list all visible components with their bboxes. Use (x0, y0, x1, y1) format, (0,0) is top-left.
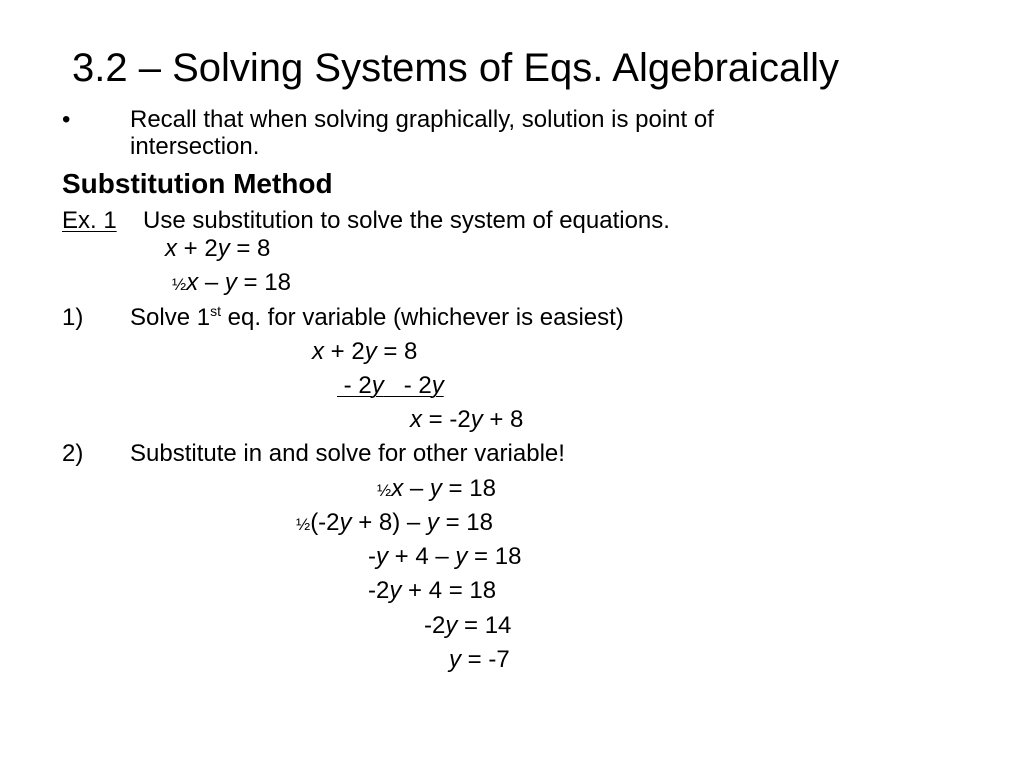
step-1-work-line-1: x + 2y = 8 (312, 338, 418, 365)
example-label: Ex. 1 (62, 207, 117, 234)
step-1-text: Solve 1st eq. for variable (whichever is easiest) (130, 303, 624, 331)
bullet-line-1: Recall that when solving graphically, solution is point of (130, 106, 714, 133)
step-2-work-line-6: y = -7 (449, 646, 510, 673)
step-2-text: Substitute in and solve for other variable! (130, 440, 565, 467)
example-text: Use substitution to solve the system of equations. (143, 207, 670, 234)
step-2-work-line-1: ½x – y = 18 (377, 475, 496, 502)
step-2-work-line-3: -y + 4 – y = 18 (368, 543, 522, 570)
step-1-number: 1) (62, 304, 84, 331)
step-1-work-line-2: - 2y - 2y (337, 372, 444, 399)
bullet-line-2: intersection. (130, 133, 260, 160)
step-2-work-line-4: -2y + 4 = 18 (368, 577, 497, 604)
step-2-work-line-2: ½(-2y + 8) – y = 18 (296, 509, 493, 536)
slide-title: 3.2 – Solving Systems of Eqs. Algebraically (72, 46, 840, 90)
system-equation-1: x + 2y = 8 (165, 235, 271, 262)
system-equation-2: ½x – y = 18 (172, 269, 291, 296)
step-2-work-line-5: -2y = 14 (424, 612, 512, 639)
section-heading: Substitution Method (62, 168, 333, 199)
step-2-number: 2) (62, 440, 84, 467)
step-1-work-line-3: x = -2y + 8 (410, 406, 524, 433)
bullet-marker: • (62, 106, 71, 133)
